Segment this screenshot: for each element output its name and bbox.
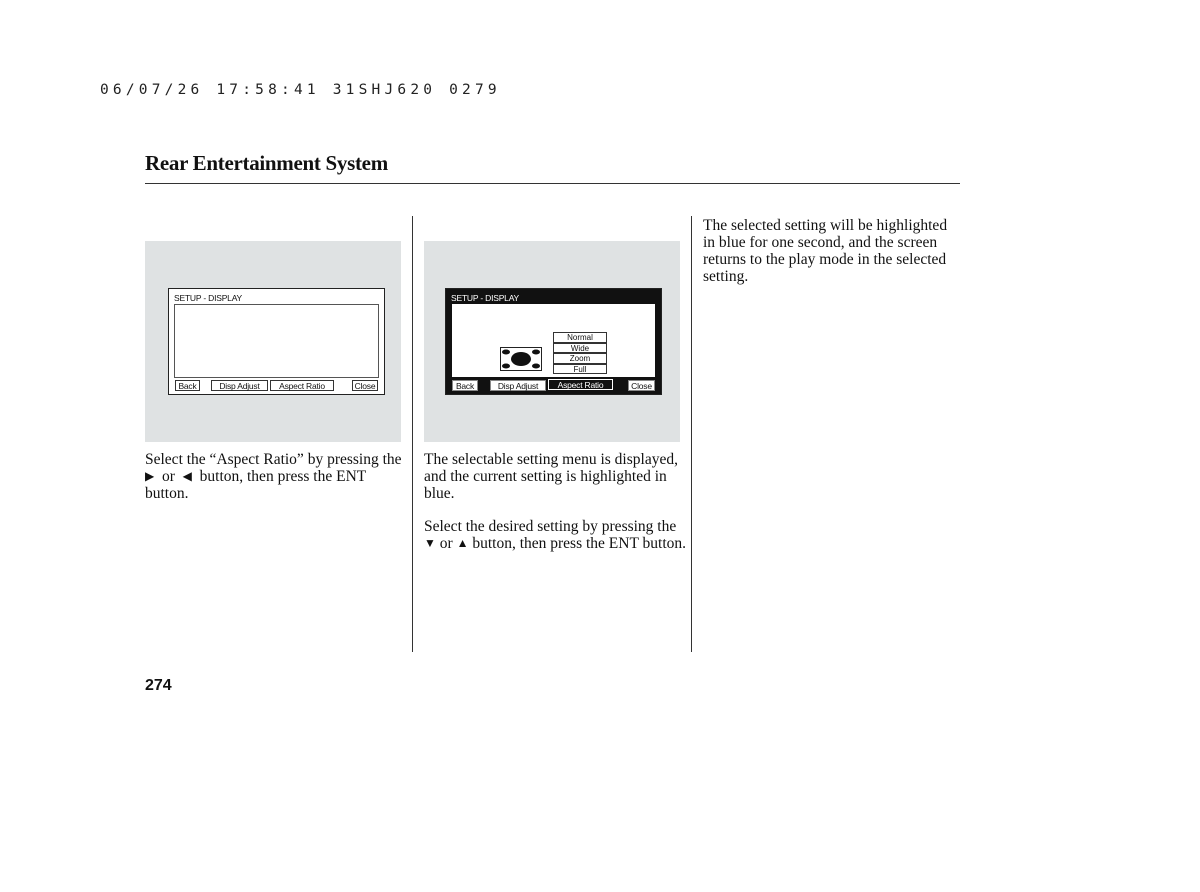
close-button[interactable]: Close [628, 380, 655, 391]
back-button[interactable]: Back [452, 380, 478, 391]
screen-title: SETUP - DISPLAY [174, 293, 243, 303]
title-rule [145, 183, 960, 184]
back-button[interactable]: Back [175, 380, 200, 391]
up-arrow-icon: ▲ [456, 536, 469, 550]
setup-display-screen-1 [168, 288, 385, 395]
aspect-ratio-button[interactable]: Aspect Ratio [270, 380, 334, 391]
display-mode-icon [500, 347, 542, 371]
aspect-option-wide[interactable]: Wide [553, 343, 607, 354]
column-divider-2 [691, 216, 692, 652]
disp-adjust-button[interactable]: Disp Adjust [211, 380, 268, 391]
instruction-select-aspect-ratio [145, 451, 407, 502]
instruction-setting-highlighted: The selected setting will be highlighted in blue for one second, and the screen returns to the play mode in the selected setting. [703, 217, 948, 285]
instruction-text: button, then press the ENT button. [145, 468, 366, 502]
aspect-option-zoom[interactable]: Zoom [553, 353, 607, 364]
column-divider-1 [412, 216, 413, 652]
down-arrow-icon: ▼ [424, 536, 436, 550]
instruction-text: Select the desired setting by pressing the [424, 518, 677, 535]
screen-content-area [174, 304, 379, 378]
instruction-menu-displayed: The selectable setting menu is displayed, and the current setting is highlighted in blue. [424, 451, 678, 502]
close-button[interactable]: Close [352, 380, 378, 391]
section-title: Rear Entertainment System [145, 151, 388, 175]
instruction-text: or [161, 468, 175, 485]
aspect-option-full[interactable]: Full [553, 364, 607, 375]
instruction-select-setting [424, 518, 686, 552]
disp-adjust-button[interactable]: Disp Adjust [490, 380, 546, 391]
instruction-text: button, then press the ENT button. [472, 535, 687, 552]
aspect-option-normal[interactable]: Normal [553, 332, 607, 343]
right-arrow-icon: ▶ [145, 469, 155, 483]
left-arrow-icon: ◀ [182, 469, 192, 483]
page-number: 274 [145, 677, 172, 694]
print-stamp: 06/07/26 17:58:41 31SHJ620 0279 [100, 82, 501, 98]
screen-title: SETUP - DISPLAY [451, 293, 520, 303]
aspect-ratio-button[interactable]: Aspect Ratio [548, 379, 613, 390]
instruction-text: or [439, 535, 453, 552]
instruction-text: Select the “Aspect Ratio” by pressing the [145, 451, 402, 468]
